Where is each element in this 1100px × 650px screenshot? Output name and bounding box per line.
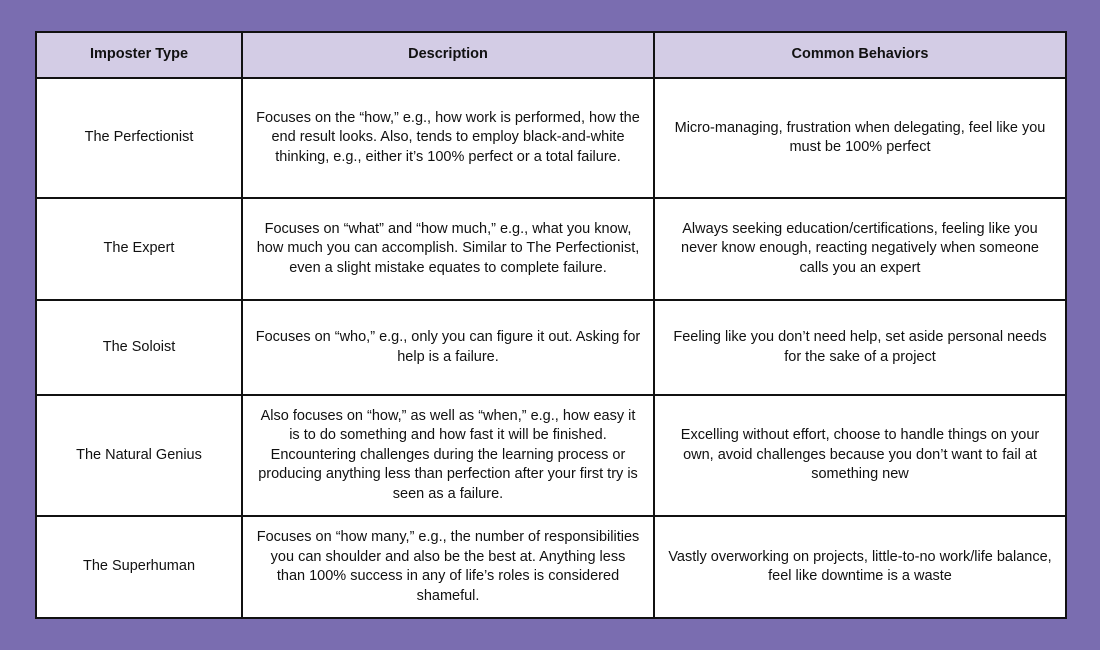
header-common-behaviors: Common Behaviors [654,32,1066,78]
table-row [36,516,1066,618]
cell-common-behaviors: Feeling like you don’t need help, set aside personal needs for the sake of a project [654,300,1066,395]
table-row [36,78,1066,198]
table-row [36,395,1066,516]
cell-description: Focuses on “how many,” e.g., the number of responsibilities you can shoulder and also be the best at. Anything less than 100% success in any of life’s roles is considered shameful. [242,516,654,618]
cell-common-behaviors: Micro-managing, frustration when delegating, feel like you must be 100% perfect [654,78,1066,198]
header-imposter-type: Imposter Type [36,32,242,78]
cell-description: Focuses on “what” and “how much,” e.g., what you know, how much you can accomplish. Similar to The Perfectionist, even a slight mistake equates to complete failure. [242,198,654,300]
cell-description: Focuses on the “how,” e.g., how work is performed, how the end result looks. Also, tends to employ black-and-white thinking, e.g., either it’s 100% perfect or a total failure. [242,78,654,198]
imposter-types-table-container [35,31,1065,619]
cell-imposter-type: The Expert [36,198,242,300]
cell-description: Also focuses on “how,” as well as “when,” e.g., how easy it is to do something and how fast it will be finished. Encountering challenges during the learning process or producing anything less than perfection after your first try is seen as a failure. [242,395,654,516]
cell-common-behaviors: Vastly overworking on projects, little-to-no work/life balance, feel like downtime is a waste [654,516,1066,618]
imposter-types-table [35,31,1067,619]
table-row [36,300,1066,395]
header-description: Description [242,32,654,78]
cell-imposter-type: The Perfectionist [36,78,242,198]
cell-imposter-type: The Natural Genius [36,395,242,516]
table-header-row [36,32,1066,78]
cell-imposter-type: The Superhuman [36,516,242,618]
cell-common-behaviors: Always seeking education/certifications, feeling like you never know enough, reacting negatively when someone calls you an expert [654,198,1066,300]
cell-common-behaviors: Excelling without effort, choose to handle things on your own, avoid challenges because you don’t want to fail at something new [654,395,1066,516]
cell-imposter-type: The Soloist [36,300,242,395]
cell-description: Focuses on “who,” e.g., only you can figure it out. Asking for help is a failure. [242,300,654,395]
table-row [36,198,1066,300]
